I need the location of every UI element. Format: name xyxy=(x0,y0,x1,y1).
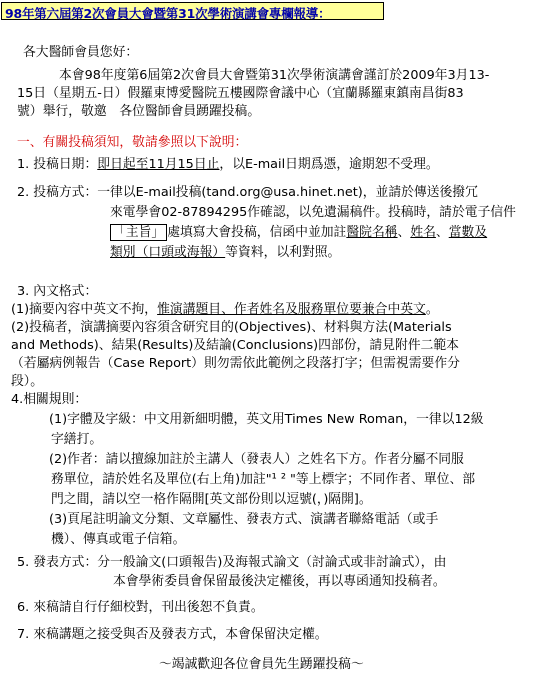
sep: 、 xyxy=(435,225,449,240)
intro-line-1: 本會98年度第6屆第2次會員大會暨第31次學術演講會謹訂於2009年3月13- xyxy=(59,68,490,83)
intro-line-2: 15日（星期五-日）假羅東博愛醫院五樓國際會議中心（宜蘭縣羅東鎮南昌街83 xyxy=(17,86,464,101)
item-1-deadline: 即日起至11月15日止 xyxy=(97,157,220,172)
category-field: 類別（口頭或海報） xyxy=(110,245,226,260)
item-3-rule-2-line-4: 段）。 xyxy=(11,374,43,389)
item-1 xyxy=(17,157,439,173)
item-7: 7. 來稿講題之接受與否及發表方式，本會保留決定權。 xyxy=(17,627,328,642)
item-6: 6. 來稿請自行仔細校對，刊出後恕不負責。 xyxy=(17,600,264,615)
name-field: 姓名 xyxy=(410,225,436,240)
item-2-text: 處填寫大會投稿，信函中並加註 xyxy=(167,225,347,240)
item-4-rule-2-line-1: (2)作者：請以擅線加註於主講人（發表人）之姓名下方。作者分屬不同服 xyxy=(49,452,464,467)
page-title: 98年第六屆第2次會員大會暨第31次學術演講會專欄報導： xyxy=(5,6,331,21)
item-4-rule-1-line-1: (1)字體及字級：中文用新細明體，英文用Times New Roman，一律以12級 xyxy=(49,412,484,427)
item-5-line-2: 本會學術委員會保留最後決定權後，再以專函通知投稿者。 xyxy=(113,574,446,589)
item-5-line-1: 5. 發表方式：分一般論文(口頭報告)及海報式論文（討論式或非討論式），由 xyxy=(17,555,447,570)
hospital-name-field: 醫院名稱 xyxy=(346,225,398,240)
item-1-prefix: 1. 投稿日期： xyxy=(17,157,98,172)
item-3-rule-2-line-3: （若屬病例報告（Case Report）則勿需依此範例之段落打字；但需視需要作分 xyxy=(11,356,460,371)
item-4-rule-3-line-2: 機）、傳真或電子信箱。 xyxy=(51,532,186,547)
item-3-rule-2-line-1: (2)投稿者，演講摘要內容須含研究目的(Objectives)、材料與方法(Materials xyxy=(11,320,452,335)
item-3-heading: 3. 內文格式： xyxy=(17,284,98,299)
item-4-rule-3-line-1: (3)頁尾註明論文分類、文章屬性、發表方式、演講者聯絡電話（或手 xyxy=(49,512,439,527)
item-4-rule-2-line-3: 門之間，請以空一格作隔開[英文部份則以逗號(，)隔開]。 xyxy=(51,492,372,507)
intro-line-3: 號）舉行，敬邀 各位醫師會員踴躍投稿。 xyxy=(17,104,261,119)
item-2-line-3 xyxy=(110,225,487,241)
title-banner xyxy=(1,2,384,20)
sep: 、 xyxy=(397,225,411,240)
rule-1-emphasis: 惟演講題目、作者姓名及服務單位要兼合中英文 xyxy=(157,302,426,317)
section-heading: 一、有關投稿須知，敬請參照以下說明： xyxy=(17,135,248,150)
count-field: 當數及 xyxy=(448,225,488,240)
item-2-tail: 等資料，以利對照。 xyxy=(225,245,341,260)
item-3-rule-2-line-2: and Methods)、結果(Results)及結論(Conclusions)四部份，請見附件二範本 xyxy=(11,338,459,353)
item-2-line-4 xyxy=(110,245,340,261)
footer-invitation: ～竭誠歡迎各位會員先生踴躍投稿～ xyxy=(159,657,364,672)
item-4-rule-1-line-2: 字繕打。 xyxy=(51,432,103,447)
item-3-rule-1 xyxy=(11,302,439,318)
item-2-line-1: 2. 投稿方式：一律以E-mail投稿(tand.org@usa.hinet.net)，並請於傳送後撥冗 xyxy=(17,185,478,200)
rule-1-end: 。 xyxy=(425,302,439,317)
subject-label-box: 「主旨」 xyxy=(110,224,167,241)
greeting: 各大醫師會員您好： xyxy=(23,45,139,60)
item-4-heading: 4.相關規則： xyxy=(11,392,88,407)
rule-1-text: (1)摘要內容中英文不拘， xyxy=(11,302,158,317)
item-4-rule-2-line-2: 務單位，請於姓名及單位(右上角)加註"¹ ² "等上標字；不同作者、單位、部 xyxy=(51,472,476,487)
item-1-suffix: ，以E-mail日期爲憑，逾期恕不受理。 xyxy=(219,157,439,172)
item-2-line-2: 來電學會02-87894295作確認，以免遺漏稿件。投稿時，請於電子信件 xyxy=(110,205,516,220)
